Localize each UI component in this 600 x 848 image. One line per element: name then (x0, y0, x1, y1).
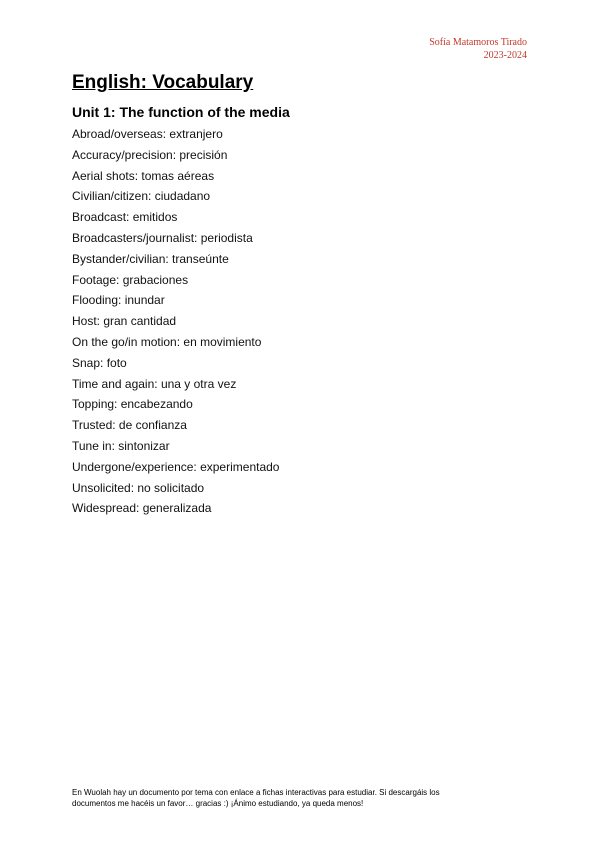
unit-title: Unit 1: The function of the media (72, 104, 290, 120)
vocabulary-item: Widespread: generalizada (72, 501, 212, 516)
vocabulary-item: Trusted: de confianza (72, 418, 187, 433)
vocabulary-item: Bystander/civilian: transeúnte (72, 251, 229, 266)
vocabulary-item: Broadcasters/journalist: periodista (72, 230, 253, 245)
vocabulary-item: Broadcast: emitidos (72, 210, 178, 225)
author-name: Sofía Matamoros Tirado (429, 37, 527, 48)
vocabulary-list (72, 124, 279, 519)
vocabulary-item: Unsolicited: no solicitado (72, 480, 205, 495)
vocabulary-item: Civilian/citizen: ciudadano (72, 189, 211, 204)
vocabulary-item: Topping: encabezando (72, 397, 193, 412)
vocabulary-item: Aerial shots: tomas aéreas (72, 168, 215, 183)
page-header (429, 36, 527, 62)
academic-year: 2023-2024 (483, 50, 527, 61)
vocabulary-item: Undergone/experience: experimentado (72, 459, 280, 474)
vocabulary-item: Accuracy/precision: precisión (72, 147, 228, 162)
vocabulary-item: Footage: grabaciones (72, 272, 189, 287)
vocabulary-item: Flooding: inundar (72, 293, 165, 308)
document-title: English: Vocabulary (72, 72, 254, 93)
footer-line: documentos me hacéis un favor… gracias :) ¡Ánimo estudiando, ya queda menos! (72, 799, 364, 808)
vocabulary-item: Tune in: sintonizar (72, 438, 170, 453)
vocabulary-item: Host: gran cantidad (72, 314, 177, 329)
vocabulary-item: Snap: foto (72, 355, 127, 370)
page-footer (72, 787, 512, 809)
footer-line: En Wuolah hay un documento por tema con enlace a fichas interactivas para estudiar. Si descargáis los (72, 788, 440, 797)
vocabulary-item: Abroad/overseas: extranjero (72, 127, 223, 141)
vocabulary-item: On the go/in motion: en movimiento (72, 334, 262, 349)
vocabulary-item: Time and again: una y otra vez (72, 376, 237, 391)
